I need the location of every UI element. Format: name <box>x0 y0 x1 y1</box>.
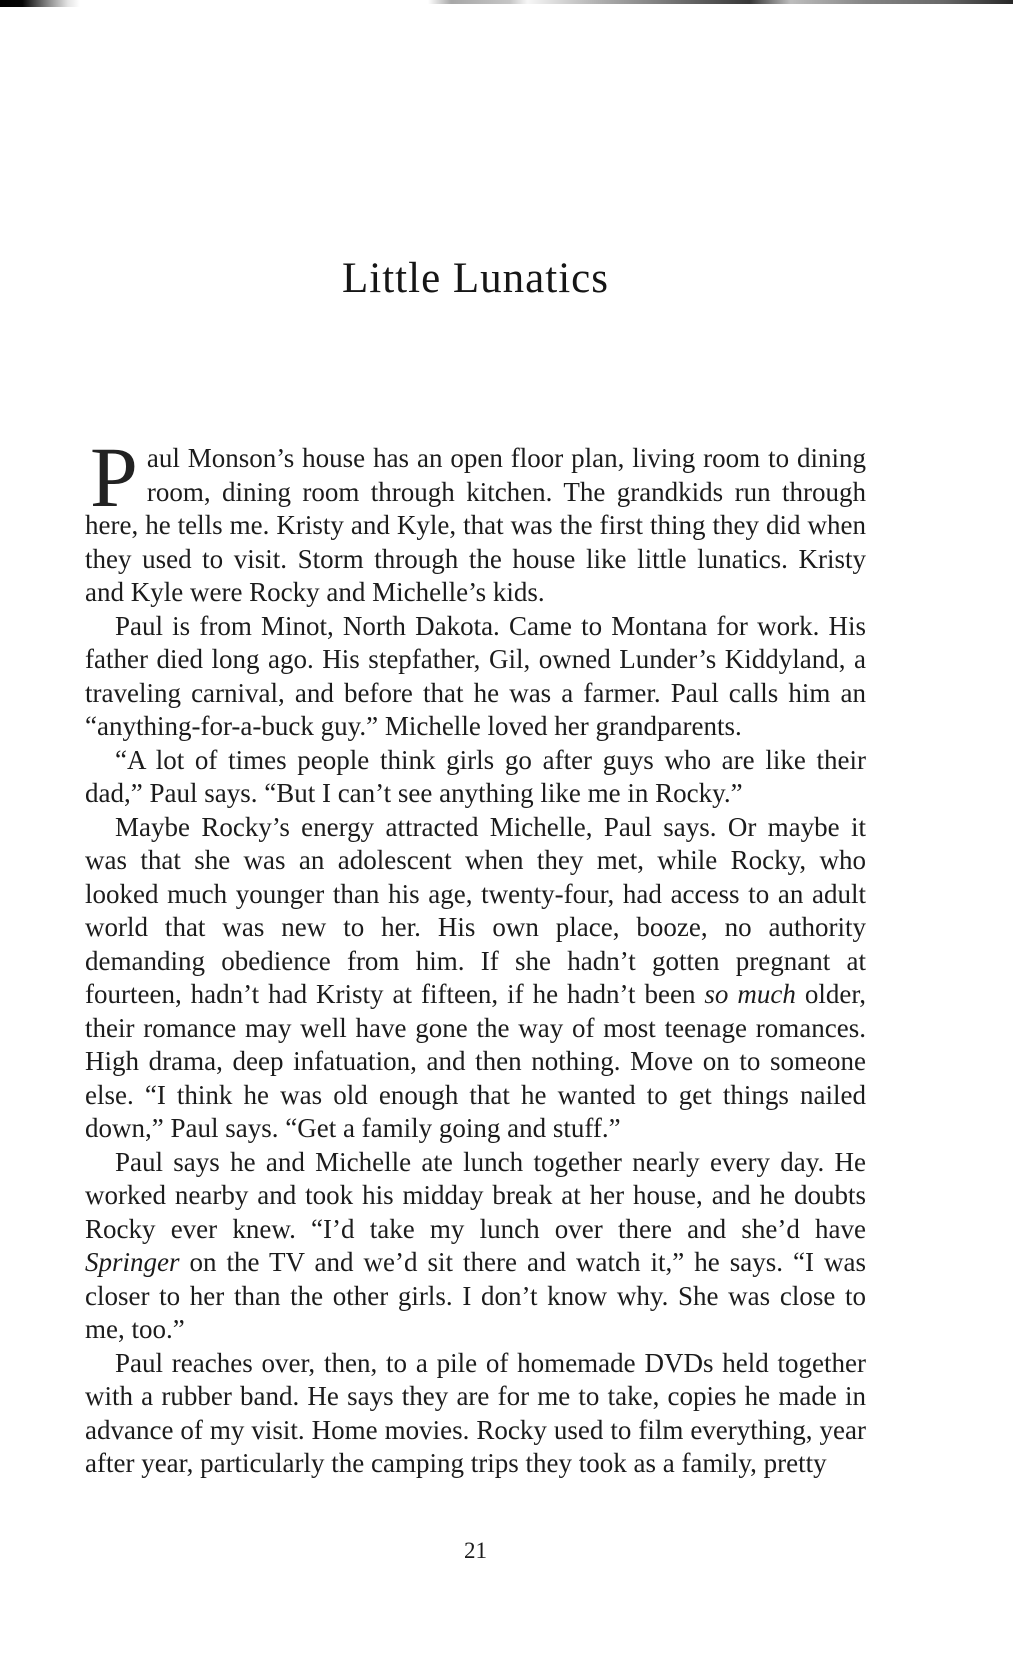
drop-cap: P <box>90 429 138 525</box>
text-run: Paul says he and Michelle ate lunch together nearly every day. He worked nearby and took his midday break at her house, and he doubts Rocky ever knew. “I’d take my lunch over there and she’d have <box>85 1146 866 1244</box>
paragraph <box>85 429 866 610</box>
text-run: on the TV and we’d sit there and watch it,” he says. “I was closer to her than the other girls. I don’t know why. She was close to me, too.” <box>85 1247 866 1344</box>
text-run: Paul reaches over, then, to a pile of homemade DVDs held together with a rubber band. He says they are for me to take, copies he made in advance of my visit. Home movies. Rocky used to film everything, year after year, particularly the camping trips they took as a family, pretty <box>85 1347 866 1478</box>
text-run: aul Monson’s house has an open floor plan, living room to dining room, dining room through kitchen. The grandkids run through here, he tells me. Kristy and Kyle, that was the first thing they did when they used to visit. Storm through the house like little lunatics. Kristy and Kyle were Rocky and Michelle’s kids. <box>85 443 866 607</box>
paragraph <box>85 1347 866 1481</box>
body-text <box>85 429 866 1481</box>
paragraph <box>85 1146 866 1347</box>
italic-run: so much <box>704 979 796 1009</box>
text-run: Maybe Rocky’s energy attracted Michelle, Paul says. Or maybe it was that she was an adolescent when they met, while Rocky, who looked much younger than his age, twenty-four, had access to an adult world that was new to her. His own place, booze, no authority demanding obedience from him. If she hadn’t gotten pregnant at fourteen, hadn’t had Kristy at fifteen, if he hadn’t been <box>85 811 866 1009</box>
scan-artifact-top-left <box>0 0 80 7</box>
italic-run: Springer <box>85 1247 180 1277</box>
page-title: Little Lunatics <box>342 255 609 302</box>
paragraph <box>85 610 866 744</box>
text-run: “A lot of times people think girls go after guys who are like their dad,” Paul says. “But I can’t see anything like me in Rocky.” <box>85 744 866 808</box>
text-run: older, their romance may well have gone the way of most teenage romances. High drama, deep infatuation, and then nothing. Move on to someone else. “I think he was old enough that he wanted to get things nailed down,” Paul says. “Get a family going and stuff.” <box>85 979 866 1143</box>
text-run: Paul is from Minot, North Dakota. Came to Montana for work. His father died long ago. His stepfather, Gil, owned Lunder’s Kiddyland, a traveling carnival, and before that he was a farmer. Paul calls him an “anything-for-a-buck guy.” Michelle loved her grandparents. <box>85 610 866 741</box>
paragraph <box>85 811 866 1146</box>
page-number: 21 <box>464 1538 487 1563</box>
paragraph <box>85 744 866 811</box>
scan-artifact-top-right <box>428 0 1013 4</box>
